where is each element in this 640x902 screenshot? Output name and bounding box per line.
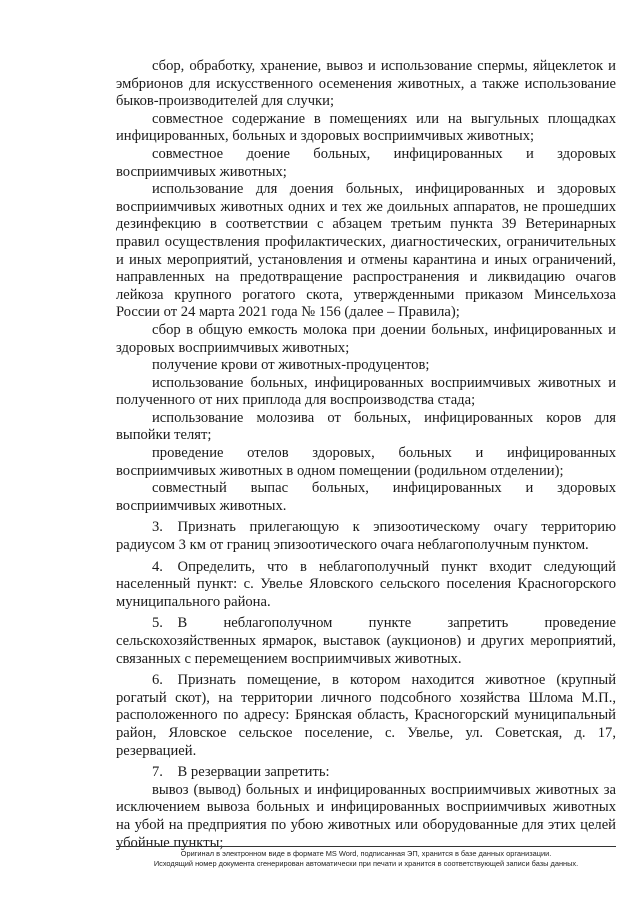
- paragraph-joint-grazing: совместный выпас больных, инфицированных и здоровых восприимчивых животных.: [116, 480, 616, 514]
- paragraph-milk-collection: сбор в общую емкость молока при доении больных, инфицированных и здоровых восприимчивых животных;: [116, 321, 616, 356]
- paragraph-herd-reproduction: использование больных, инфицированных восприимчивых животных и полученного от них приплода для воспроизводства стада;: [116, 374, 616, 409]
- footer-line-1: Оригинал в электронном виде в формате MS Word, подписанная ЭП, хранится в базе данных организации.: [180, 849, 552, 858]
- footer-note: [116, 849, 616, 869]
- paragraph-milking-machines: использование для доения больных, инфицированных и здоровых восприимчивых животных одних и тех же доильных аппаратов, не прошедших дезинфекцию в соответствии с абзацем третьим пункта 39 Ветеринарных правил осуществления профилактических, диагностических, ограничительных и иных мероприятий, установления и отмены карантина и иных ограничений, направленных на предотвращение распространения и ликвидацию очагов лейкоза крупного рогатого скота, утвержденными приказом Минсельхоза России от 24 марта 2021 года № 156 (далее – Правила);: [116, 181, 616, 321]
- paragraph-colostrum: использование молозива от больных, инфицированных коров для выпойки телят;: [116, 409, 616, 444]
- footer-line-2: Исходящий номер документа сгенерирован автоматически при печати и хранится в соответствующей записи базы данных.: [153, 859, 579, 868]
- paragraph-item-4: 4. Определить, что в неблагополучный пункт входит следующий населенный пункт: с. Увелье Яловского сельского поселения Красногорского муниципального района.: [116, 558, 616, 610]
- paragraph-item-7: 7. В резервации запретить:: [152, 764, 330, 781]
- paragraph-calving: проведение отелов здоровых, больных и инфицированных восприимчивых животных в одном помещении (родильном отделении);: [116, 445, 616, 479]
- paragraph-item-5: 5. В неблагополучном пункте запретить проведение сельскохозяйственных ярмарок, выставок (аукционов) и других мероприятий, связанных с перемещением восприимчивых животных.: [116, 615, 616, 667]
- paragraph-joint-keeping: совместное содержание в помещениях или на выгульных площадках инфицированных, больных и здоровых восприимчивых животных;: [116, 110, 616, 145]
- paragraph-item-6: 6. Признать помещение, в котором находится животное (крупный рогатый скот), на территории личного подсобного хозяйства Шлома М.П., расположенного по адресу: Брянская область, Красногорский муниципальный район, Яловское сельское поселение, с. Увелье, ул. Советская, д. 17, резервацией.: [116, 672, 616, 759]
- footer-divider: [116, 846, 616, 847]
- paragraph-joint-milking: совместное доение больных, инфицированных и здоровых восприимчивых животных;: [116, 145, 616, 180]
- paragraph-semen-collection: сбор, обработку, хранение, вывоз и использование спермы, яйцеклеток и эмбрионов для искусственного осеменения животных, а также использование быков-производителей для случки;: [116, 58, 616, 110]
- paragraph-item-3: 3. Признать прилегающую к эпизоотическому очагу территорию радиусом 3 км от границ эпизоотического очага неблагополучным пунктом.: [116, 519, 616, 554]
- document-body: [116, 58, 616, 852]
- paragraph-export-ban: вывоз (вывод) больных и инфицированных восприимчивых животных за исключением вывоза больных и инфицированных восприимчивых животных на убой на предприятия по убою животных или оборудованные для этих целей убойные пункты;: [116, 781, 616, 851]
- paragraph-blood-collection: получение крови от животных-продуцентов;: [152, 357, 430, 374]
